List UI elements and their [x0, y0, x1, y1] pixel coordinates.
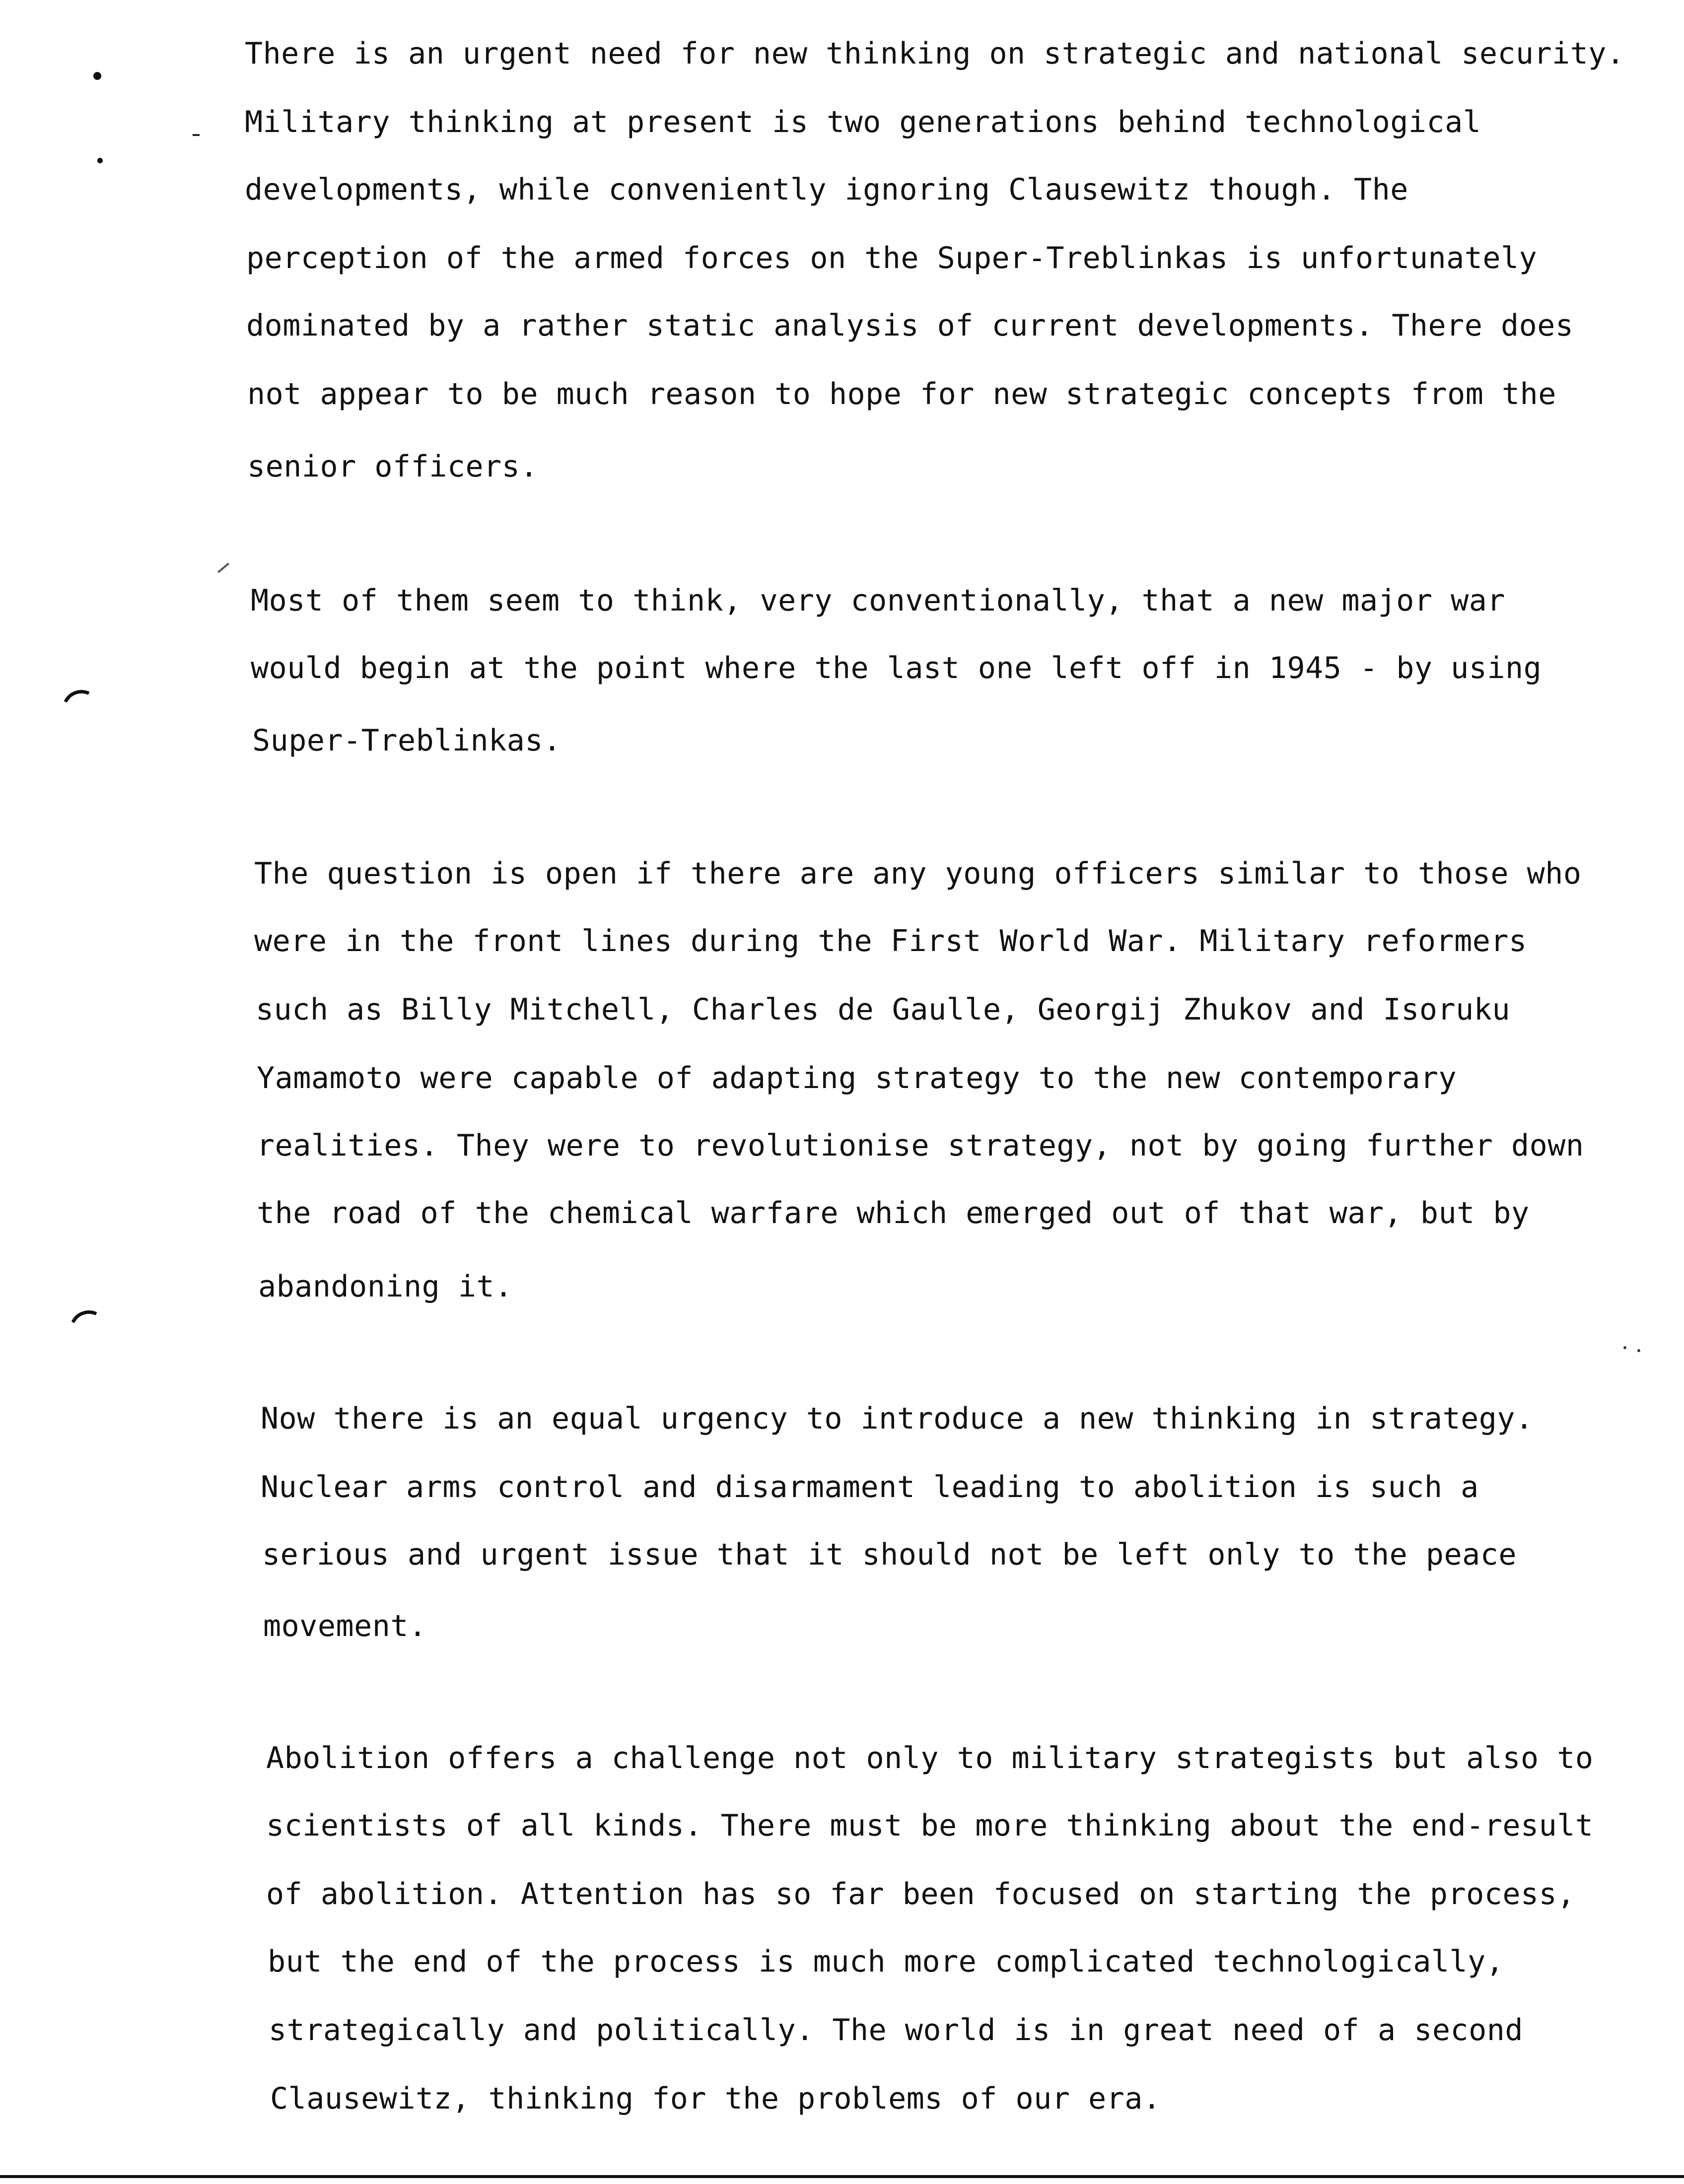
text-line: were in the front lines during the First World War. Military reformers — [254, 924, 1527, 958]
text-line: would begin at the point where the last one left off in 1945 - by using — [251, 651, 1542, 685]
text-line: serious and urgent issue that it should not be left only to the peace — [262, 1537, 1517, 1572]
text-line: Yamamoto were capable of adapting strategy to the new contemporary — [257, 1061, 1457, 1095]
text-line: not appear to be much reason to hope for new strategic concepts from the — [247, 377, 1556, 411]
text-line: of abolition. Attention has so far been focused on starting the process, — [266, 1877, 1575, 1911]
punch-hole-arc-lower — [64, 1305, 114, 1355]
text-line: scientists of all kinds. There must be more thinking about the end-result — [266, 1808, 1594, 1843]
text-line: the road of the chemical warfare which emerged out of that war, but by — [257, 1196, 1530, 1230]
margin-tick — [217, 562, 229, 573]
margin-dot — [93, 72, 101, 80]
margin-dot-small — [97, 158, 103, 163]
text-line: Now there is an equal urgency to introduce a new thinking in strategy. — [261, 1401, 1534, 1436]
page-bottom-rule — [0, 2175, 1684, 2178]
text-line: The question is open if there are any young officers similar to those who — [254, 856, 1582, 891]
text-line: realities. They were to revolutionise strategy, not by going further down — [257, 1128, 1584, 1163]
text-line: abandoning it. — [258, 1269, 513, 1304]
text-line: Most of them seem to think, very conventionally, that a new major war — [251, 583, 1505, 618]
text-line: movement. — [263, 1609, 427, 1643]
text-line: strategically and politically. The world is in great need of a second — [269, 2013, 1523, 2048]
margin-speck — [1623, 1346, 1626, 1349]
text-line: perception of the armed forces on the Super-Treblinkas is unfortunately — [246, 241, 1538, 275]
margin-speck — [1637, 1349, 1640, 1352]
text-line: developments, while conveniently ignoring Clausewitz though. The — [245, 172, 1408, 207]
text-line: There is an urgent need for new thinking on strategic and national security. — [245, 36, 1625, 71]
punch-hole-arc-upper — [57, 684, 106, 734]
text-line: dominated by a rather static analysis of current developments. There does — [246, 308, 1574, 343]
text-line: Clausewitz, thinking for the problems of our era. — [270, 2081, 1161, 2116]
text-line: but the end of the process is much more complicated technologically, — [268, 1944, 1504, 1979]
text-line: such as Billy Mitchell, Charles de Gaulle, Georgij Zhukov and Isoruku — [256, 992, 1510, 1027]
text-line: Military thinking at present is two generations behind technological — [245, 105, 1481, 139]
text-line: Abolition offers a challenge not only to military strategists but also to — [266, 1741, 1594, 1775]
text-line: Nuclear arms control and disarmament leading to abolition is such a — [261, 1470, 1479, 1504]
margin-dash — [193, 134, 200, 136]
text-line: Super-Treblinkas. — [252, 723, 561, 758]
text-line: senior officers. — [247, 449, 538, 484]
